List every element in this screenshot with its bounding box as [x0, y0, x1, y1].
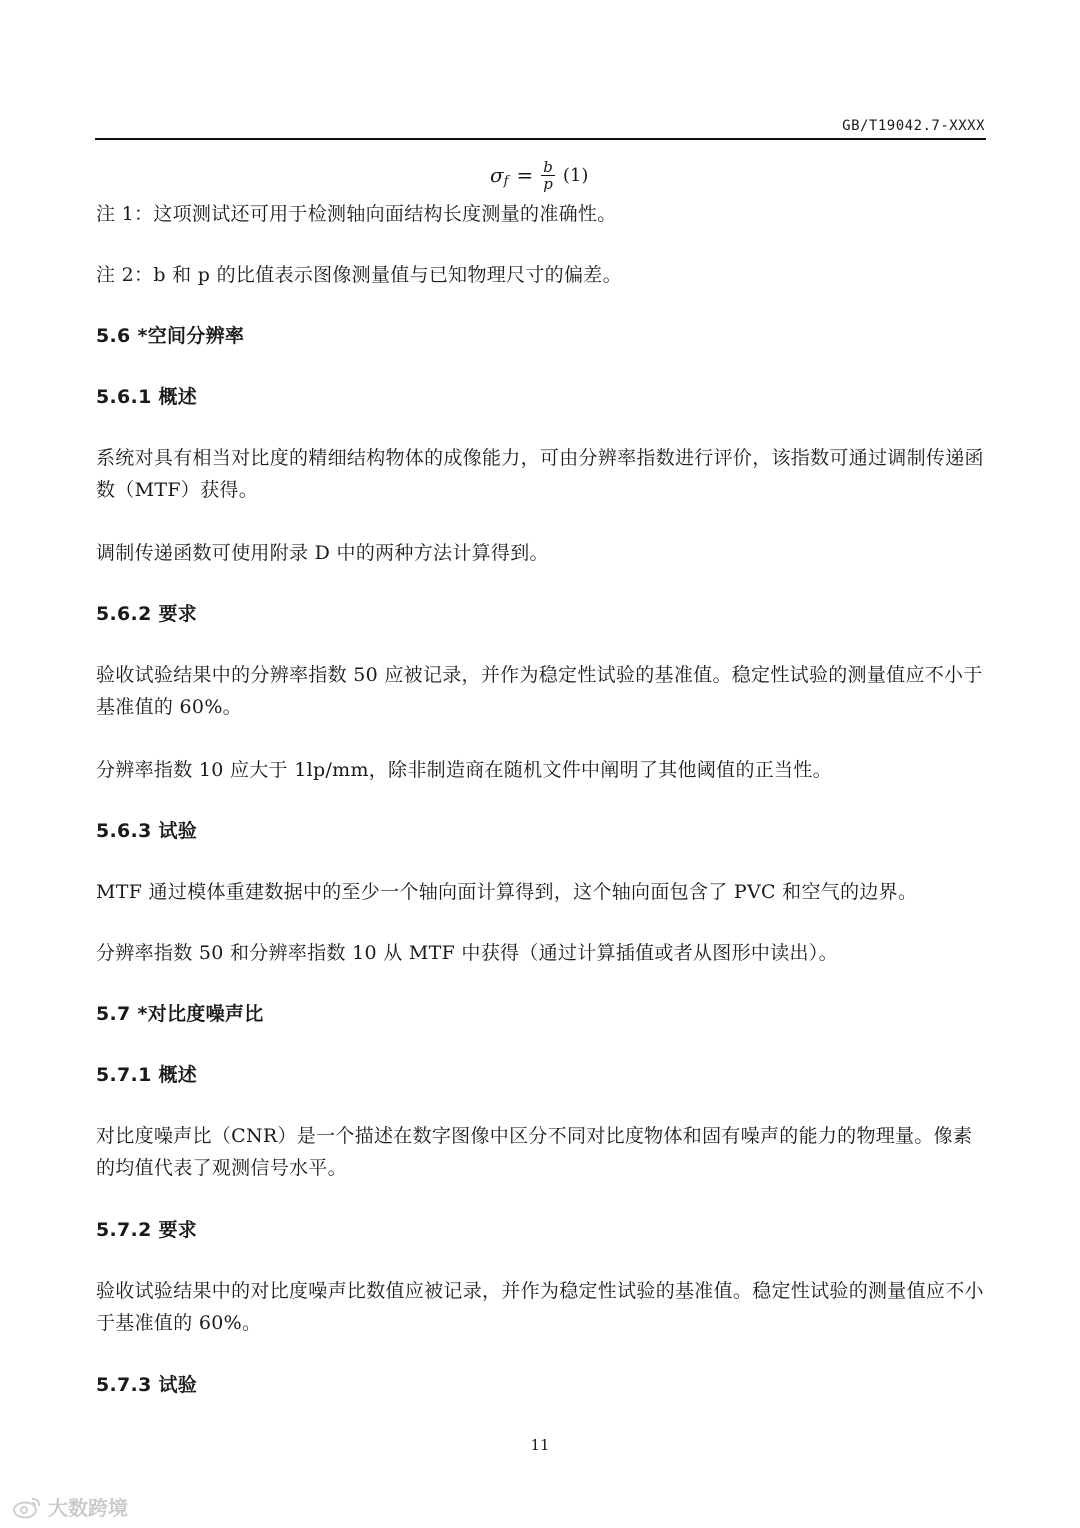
formula-1 [490, 155, 588, 195]
heading-5-7: 5.7 *对比度噪声比 [96, 1003, 264, 1025]
formula-lhs-subscript: f [503, 173, 509, 189]
watermark [12, 1492, 128, 1521]
heading-5-7-1: 5.7.1 概述 [96, 1064, 198, 1086]
heading-5-6: 5.6 *空间分辨率 [96, 325, 245, 347]
formula-numerator: b [543, 157, 553, 176]
heading-5-7-3: 5.7.3 试验 [96, 1374, 198, 1396]
paragraph-5-6-1-b: 调制传递函数可使用附录 D 中的两种方法计算得到。 [96, 542, 549, 564]
formula-fraction [541, 159, 555, 192]
heading-5-6-3: 5.6.3 试验 [96, 820, 198, 842]
paragraph-5-6-1-a: 系统对具有相当对比度的精细结构物体的成像能力，可由分辨率指数进行评价，该指数可通过调制传递函数（MTF）获得。 [96, 447, 984, 501]
header-divider [95, 138, 986, 140]
page-number: 11 [530, 1436, 550, 1454]
note-1: 注 1：这项测试还可用于检测轴向面结构长度测量的准确性。 [96, 203, 617, 225]
formula-lhs: σ [490, 163, 504, 187]
watermark-text: 大数跨境 [48, 1496, 128, 1520]
standard-code: GB/T19042.7-XXXX [842, 118, 985, 134]
heading-5-7-2: 5.7.2 要求 [96, 1219, 198, 1241]
paragraph-5-6-3-b: 分辨率指数 50 和分辨率指数 10 从 MTF 中获得（通过计算插值或者从图形中读出）。 [96, 942, 838, 964]
formula-denominator: p [543, 174, 553, 193]
paragraph-5-6-2-b: 分辨率指数 10 应大于 1lp/mm，除非制造商在随机文件中阐明了其他阈值的正当性。 [96, 759, 832, 781]
formula-equals: = [516, 163, 534, 187]
heading-5-6-1: 5.6.1 概述 [96, 386, 198, 408]
heading-5-6-2: 5.6.2 要求 [96, 603, 198, 625]
paragraph-5-7-2: 验收试验结果中的对比度噪声比数值应被记录，并作为稳定性试验的基准值。稳定性试验的测量值应不小于基准值的 60%。 [96, 1280, 984, 1334]
note-2: 注 2：b 和 p 的比值表示图像测量值与已知物理尺寸的偏差。 [96, 264, 622, 286]
formula-number: (1) [562, 164, 589, 186]
paragraph-5-7-1: 对比度噪声比（CNR）是一个描述在数字图像中区分不同对比度物体和固有噪声的能力的物理量。像素的均值代表了观测信号水平。 [96, 1125, 973, 1179]
weibo-logo-icon [12, 1495, 42, 1519]
paragraph-5-6-3-a: MTF 通过模体重建数据中的至少一个轴向面计算得到，这个轴向面包含了 PVC 和空气的边界。 [96, 881, 918, 903]
paragraph-5-6-2-a: 验收试验结果中的分辨率指数 50 应被记录，并作为稳定性试验的基准值。稳定性试验的测量值应不小于基准值的 60%。 [96, 664, 983, 718]
